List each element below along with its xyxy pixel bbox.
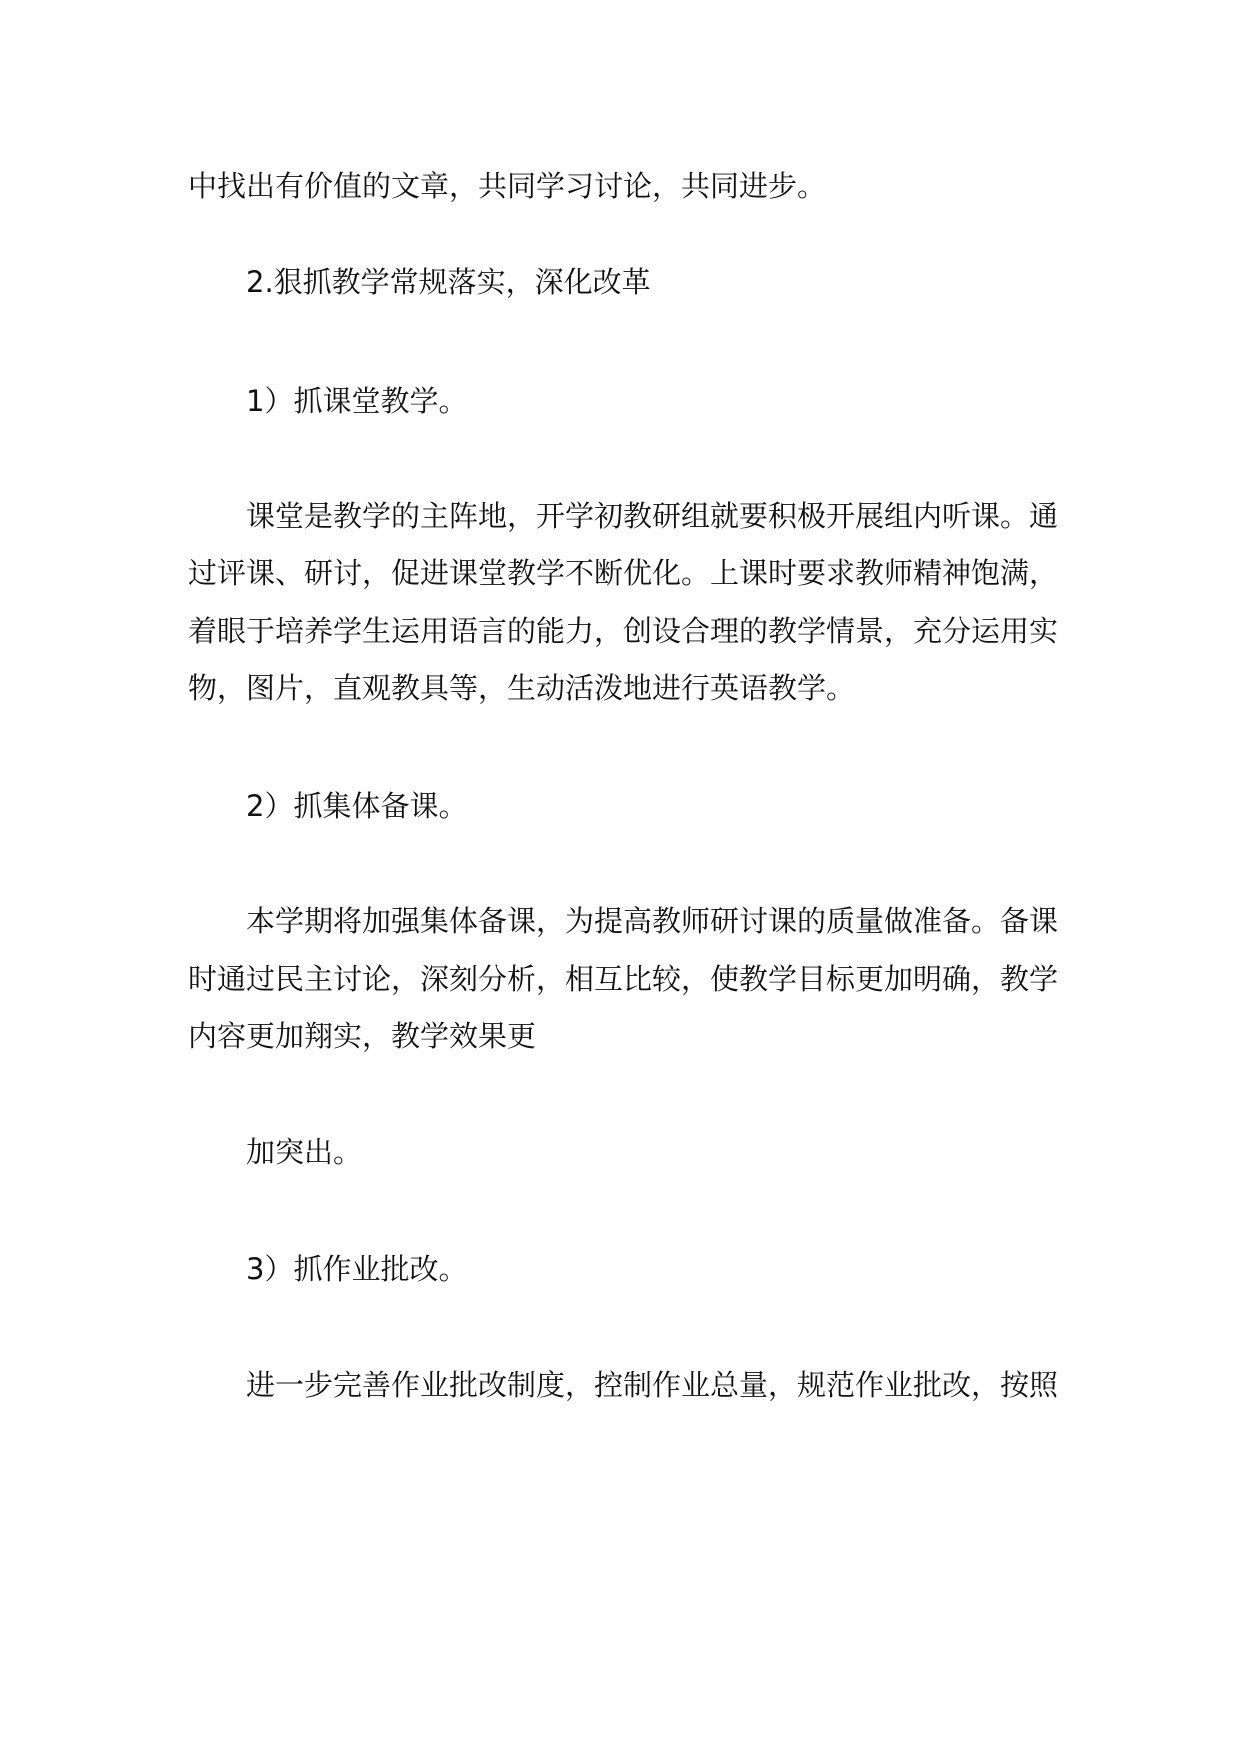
paragraph-line: 内容更加翔实，教学效果更	[188, 1019, 537, 1053]
subsection-heading: 2）抓集体备课。	[246, 789, 468, 823]
subsection-heading: 3）抓作业批改。	[246, 1252, 468, 1286]
paragraph-line: 进一步完善作业批改制度，控制作业总量，规范作业批改，按照	[246, 1368, 1059, 1402]
paragraph-line: 时通过民主讨论，深刻分析，相互比较，使教学目标更加明确，教学	[188, 962, 1059, 996]
paragraph-line: 加突出。	[246, 1135, 363, 1169]
section-heading: 2.狠抓教学常规落实，深化改革	[246, 265, 651, 299]
paragraph-line: 中找出有价值的文章，共同学习讨论，共同进步。	[188, 169, 827, 203]
paragraph-line: 着眼于培养学生运用语言的能力，创设合理的教学情景，充分运用实	[188, 614, 1059, 648]
subsection-heading: 1）抓课堂教学。	[246, 384, 468, 418]
paragraph-line: 过评课、研讨，促进课堂教学不断优化。上课时要求教师精神饱满，	[188, 556, 1059, 590]
paragraph-line: 课堂是教学的主阵地，开学初教研组就要积极开展组内听课。通	[246, 499, 1059, 533]
paragraph-line: 本学期将加强集体备课，为提高教师研讨课的质量做准备。备课	[246, 904, 1059, 938]
paragraph-line: 物，图片，直观教具等，生动活泼地进行英语教学。	[188, 671, 856, 705]
